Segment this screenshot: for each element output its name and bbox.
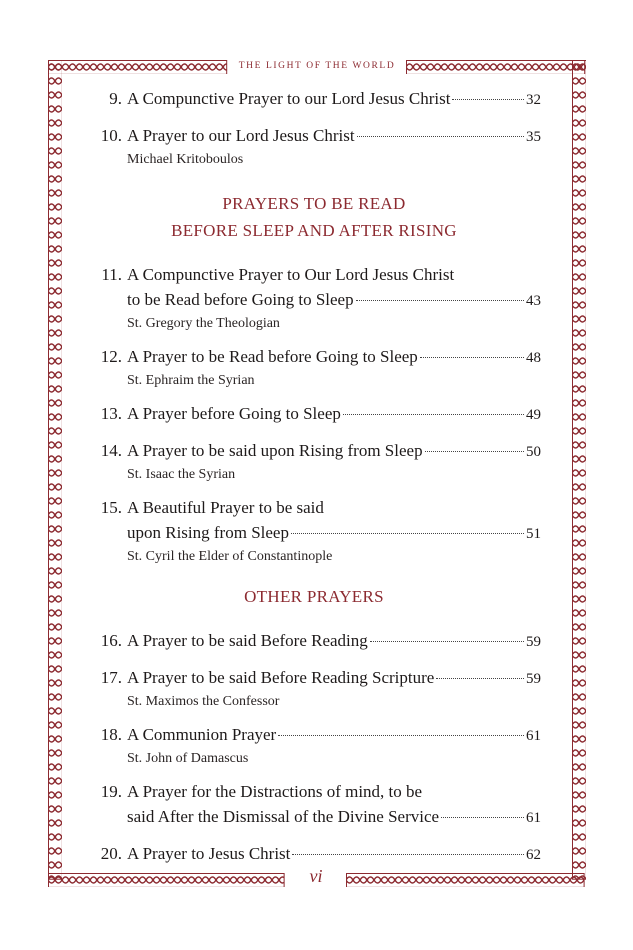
entry-number: 14. [100, 441, 122, 460]
dot-leader [452, 99, 524, 100]
entry-page-number: 61 [526, 810, 541, 826]
entry-title-text: A Prayer to Jesus Christ [127, 844, 291, 863]
dot-leader [370, 641, 524, 642]
toc-entry[interactable] [84, 665, 544, 712]
entry-author: St. Ephraim the Syrian [127, 373, 255, 388]
section-heading-line: PRAYERS TO BE READ [222, 194, 406, 213]
entry-number: 10. [100, 126, 122, 145]
dot-leader [425, 451, 524, 452]
entry-author: St. John of Damascus [127, 751, 249, 766]
entry-title-line [127, 804, 541, 831]
entry-title-line [127, 401, 541, 428]
entry-number: 20. [100, 844, 122, 863]
toc-entry[interactable] [84, 495, 544, 567]
toc-entry[interactable] [84, 722, 544, 769]
entry-title-text: A Prayer to be said Before Reading [127, 631, 368, 650]
entry-body [127, 86, 541, 113]
entry-body [127, 344, 541, 391]
toc-entry[interactable] [84, 779, 544, 831]
border-left [48, 60, 62, 887]
dot-leader [292, 854, 524, 855]
entry-body [127, 665, 541, 712]
entry-title-line [127, 262, 541, 287]
entry-number: 18. [100, 725, 122, 744]
entry-title-text: A Beautiful Prayer to be said [127, 498, 324, 517]
toc-entry[interactable] [84, 123, 544, 170]
entry-body [127, 628, 541, 655]
running-title: THE LIGHT OF THE WORLD [238, 61, 396, 71]
dot-leader [291, 533, 524, 534]
entry-title-line [127, 841, 541, 868]
toc-entry[interactable] [84, 401, 544, 428]
section-heading-sleep-rising [84, 190, 544, 244]
entry-title-line [127, 722, 541, 749]
toc-entry[interactable] [84, 628, 544, 655]
entry-title-text: A Compunctive Prayer to Our Lord Jesus Christ [127, 265, 455, 284]
entry-page-number: 59 [526, 634, 541, 650]
entry-title-text: A Prayer to be Read before Going to Sleep [127, 347, 418, 366]
entry-body [127, 262, 541, 334]
toc-group-3 [84, 628, 544, 868]
entry-page-number: 59 [526, 671, 541, 687]
entry-author: Michael Kritoboulos [127, 152, 244, 167]
entry-title-line [127, 287, 541, 314]
entry-title-text: A Prayer to our Lord Jesus Christ [127, 126, 355, 145]
entry-page-number: 51 [526, 526, 541, 542]
entry-author: St. Isaac the Syrian [127, 467, 236, 482]
entry-number: 15. [100, 498, 122, 517]
toc-entry[interactable] [84, 262, 544, 334]
entry-title-line [127, 123, 541, 150]
dot-leader [356, 300, 524, 301]
entry-title-line [127, 438, 541, 465]
entry-number: 19. [100, 782, 122, 801]
entry-page-number: 62 [526, 847, 541, 863]
entry-number: 17. [100, 668, 122, 687]
toc-group-1 [84, 86, 544, 170]
entry-title-text: upon Rising from Sleep [127, 523, 289, 542]
entry-title-line [127, 495, 541, 520]
dot-leader [441, 817, 524, 818]
entry-page-number: 32 [526, 92, 541, 108]
entry-page-number: 50 [526, 444, 541, 460]
entry-page-number: 49 [526, 407, 541, 423]
entry-title-text: A Prayer before Going to Sleep [127, 404, 341, 423]
dot-leader [357, 136, 524, 137]
entry-title-text: A Prayer to be said Before Reading Scripture [127, 668, 435, 687]
entry-title-line [127, 520, 541, 547]
entry-author: St. Cyril the Elder of Constantinople [127, 549, 333, 564]
entry-number: 9. [109, 89, 122, 108]
border-top-right [406, 60, 586, 74]
dot-leader [278, 735, 524, 736]
dot-leader [343, 414, 524, 415]
dot-leader [436, 678, 524, 679]
section-heading-line: BEFORE SLEEP AND AFTER RISING [171, 221, 457, 240]
page-number: vi [309, 866, 323, 886]
toc-group-2 [84, 262, 544, 567]
entry-page-number: 43 [526, 293, 541, 309]
entry-body [127, 123, 541, 170]
entry-title-line [127, 86, 541, 113]
dot-leader [420, 357, 524, 358]
entry-title-line [127, 779, 541, 804]
entry-title-text: A Communion Prayer [127, 725, 277, 744]
entry-page-number: 48 [526, 350, 541, 366]
entry-title-text: said After the Dismissal of the Divine Service [127, 807, 440, 826]
entry-body [127, 841, 541, 868]
table-of-contents [84, 86, 544, 878]
entry-title-line [127, 665, 541, 692]
entry-title-line [127, 344, 541, 371]
entry-title-text: to be Read before Going to Sleep [127, 290, 354, 309]
entry-number: 13. [100, 404, 122, 423]
section-heading-line: OTHER PRAYERS [244, 587, 384, 606]
entry-title-line [127, 628, 541, 655]
entry-page-number: 35 [526, 129, 541, 145]
entry-body [127, 401, 541, 428]
entry-title-text: A Compunctive Prayer to our Lord Jesus Christ [127, 89, 451, 108]
entry-page-number: 61 [526, 728, 541, 744]
entry-body [127, 779, 541, 831]
entry-title-text: A Prayer to be said upon Rising from Sleep [127, 441, 423, 460]
toc-entry[interactable] [84, 86, 544, 113]
toc-entry[interactable] [84, 841, 544, 868]
entry-title-text: A Prayer for the Distractions of mind, to be [127, 782, 423, 801]
border-right [572, 60, 586, 887]
entry-number: 12. [100, 347, 122, 366]
entry-body [127, 495, 541, 567]
border-top-left [48, 60, 228, 74]
entry-author: St. Gregory the Theologian [127, 316, 280, 331]
entry-body [127, 722, 541, 769]
entry-body [127, 438, 541, 485]
toc-entry[interactable] [84, 438, 544, 485]
section-heading-other-prayers [84, 583, 544, 610]
toc-entry[interactable] [84, 344, 544, 391]
entry-number: 11. [101, 265, 122, 284]
entry-number: 16. [100, 631, 122, 650]
entry-author: St. Maximos the Confessor [127, 694, 280, 709]
